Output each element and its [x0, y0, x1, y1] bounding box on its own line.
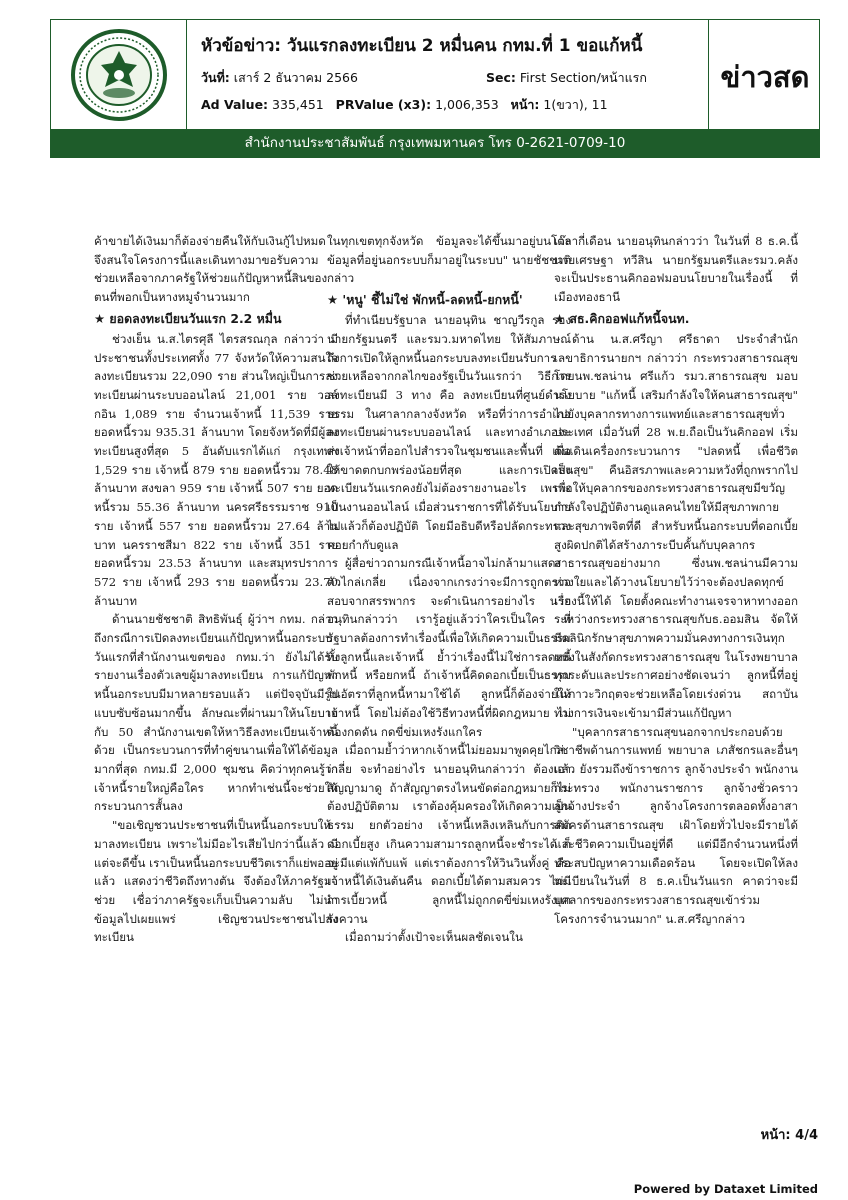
newspaper-brand: ข่าวสด: [720, 60, 810, 94]
paragraph: ค้าขายได้เงินมาก็ต้องจ่ายคืนให้กับเงินกู้ไปหมด จึงสนใจโครงการนี้และเดินทางมาขอรับความช่วยเหลือจากภาครัฐให้ช่วยแก้ปัญหาหนี้สินของตนที่พอกเป็นหางหมูจำนวนมาก: [94, 234, 328, 305]
headline: วันแรกลงทะเบียน 2 หมื่นคน กทม.ที่ 1 ขอแก้หนี้: [287, 36, 643, 56]
section-heading: ★ ยอดลงทะเบียนวันแรก 2.2 หมื่น: [94, 310, 282, 326]
article-column-3: [554, 232, 798, 928]
logo-box: [51, 20, 187, 129]
clipping-info: [187, 20, 708, 129]
pr-value: 1,006,353: [435, 97, 499, 112]
clipping-header: [50, 19, 820, 158]
section-value: First Section/หน้าแรก: [519, 70, 647, 85]
page-label: หน้า:: [510, 97, 540, 112]
date-value: เสาร์ 2 ธันวาคม 2566: [233, 70, 358, 85]
powered-by: Powered by Dataxet Limited: [633, 1182, 818, 1196]
office-banner: สำนักงานประชาสัมพันธ์ กรุงเทพมหานคร โทร 0-2621-0709-10: [51, 129, 819, 158]
paragraph: "บุคลากรสาธารณสุขนอกจากประกอบด้วยวิชาชีพด้านการแพทย์ พยาบาล เภสัชกรและอื่นๆ แล้ว ยังรวมถึงข้าราชการ ลูกจ้างประจำ พนักงานกระทรวง พนักงานราชการ ลูกจ้างชั่วคราว ลูกจ้างประจำ ลูกจ้างโครงการตลอดทั้งอาสาสมัครด้านสาธารณสุข เฝ้าโดยทั่วไปจะมีรายได้และชีวิตความเป็นอยู่ที่ดี แต่มีอีกจำนวนหนึ่งที่ประสบปัญหาความเดือดร้อน โดยจะเปิดให้ลงทะเบียนในวันที่ 8 ธ.ค.เป็นวันแรก คาดว่าจะมีบุคลากรของกระทรวงสาธารณสุขเข้าร่วมโครงการจำนวนมาก" น.ส.ศรีญากล่าว: [554, 724, 798, 926]
section-row: [486, 68, 647, 88]
paragraph: ด้านนายชัชชาติ สิทธิพันธุ์ ผู้ว่าฯ กทม. กล่าวถึงกรณีการเปิดลงทะเบียนแก้ปัญหาหนี้นอกระบบวันแรกที่สำนักงานเขตของ กทม.ว่า ยังไม่ได้รับรายงานเรื่องตัวเลขผู้มาลงทะเบียน การแก้ปัญหาหนี้นอกระบบมีมาหลายรอบแล้ว แต่ปัจจุบันมีรูปแบบซับซ้อนมากขึ้น ลักษณะที่ผ่านมาให้นโยบายกับ 50 สำนักงานเขตให้หาวิธีลงทะเบียนเจ้าหนี้ด้วย เป็นกระบวนการที่ทำคู่ขนานเพื่อให้ได้ข้อมูลมากที่สุด กทม.มี 2,000 ชุมชน คิดว่าทุกคนรู้ว่าเจ้าหนี้รายใหญ่คือใคร หากทำเช่นนี้จะช่วยให้กระบวนการสั้นลง: [94, 612, 338, 814]
page-number: หน้า: 4/4: [760, 1128, 818, 1143]
paragraph: ด้าน น.ส.ศรีญา ศรีธาดา ประจำสำนักเลขาธิการนายกฯ กล่าวว่า กระทรวงสาธารณสุขโดยนพ.ชลน่าน ศรีแก้ว รมว.สาธารณสุข มอบนโยบาย "แก้หนี้ เสริมกำลังใจให้คนสาธารณสุข" ไปยังบุคลากรทางการแพทย์และสาธารณสุขทั่วประเทศ เมื่อวันที่ 28 พ.ย.ถือเป็นวันคิกออฟ เริ่มต้นเดินเครื่องกระบวนการ "ปลดหนี้ เพื่อชีวิตเป็นสุข" คืนอิสรภาพและความหวังที่ถูกพรากไป เพื่อให้บุคลากรของกระทรวงสาธารณสุขมีขวัญกำลังใจปฏิบัติงานดูแลคนไทยให้มีสุขภาพกายและสุขภาพจิตที่ดี สำหรับหนี้นอกระบบที่ดอกเบี้ยสูงผิดปกติได้สร้างภาระบีบคั้นกับบุคลากรสาธารณสุขอย่างมาก ซึ่งนพ.ชลน่านมีความห่วงใยและได้วางนโยบายไว้ว่าจะต้องปลดทุกข์เรื่องนี้ให้ได้ โดยตั้งคณะทำงานเจรจาหาทางออกระหว่างกระทรวงสาธารณสุขกับธ.ออมสิน จัดให้มีคลินิกรักษาสุขภาพความมั่นคงทางการเงินทุกแห่งในสังกัดกระทรวงสาธารณสุข ในโรงพยาบาลทุกระดับและประกาศอย่างชัดเจนว่า ลูกหนี้ที่อยู่ในภาวะวิกฤตจะช่วยเหลือโดยเร่งด่วน สถาบันทางการเงินจะเข้ามามีส่วนแก้ปัญหา: [554, 331, 798, 720]
article-column-2: [327, 232, 571, 947]
bma-seal-logo: [63, 27, 175, 123]
section-label: Sec:: [486, 70, 516, 85]
section-heading: ★ สธ.คิกออฟแก้หนี้จนท.: [554, 310, 690, 326]
date-row: [201, 68, 358, 88]
ad-value-label: Ad Value:: [201, 97, 269, 112]
paragraph: เวลากี่เดือน นายอนุทินกล่าวว่า ในวันที่ 8 ธ.ค.นี้ นายเศรษฐา ทวีสิน นายกรัฐมนตรีและรมว.คลัง จะเป็นประธานคิกออฟมอบนโยบายในเรื่องนี้ ที่เมืองทองธานี: [554, 234, 798, 305]
value-row: [201, 95, 608, 115]
headline-row: [201, 32, 642, 59]
paragraph: ในทุกเขตทุกจังหวัด ข้อมูลจะได้ขึ้นมาอยู่บนโต๊ะ ข้อมูลที่อยู่นอกระบบก็มาอยู่ในระบบ" นายชัชชาติกล่าว: [327, 234, 571, 286]
ad-value: 335,451: [272, 97, 324, 112]
article-column-1: [94, 232, 338, 947]
brand-box: [708, 20, 821, 129]
paragraph: "ขอเชิญชวนประชาชนที่เป็นหนี้นอกระบบให้มาลงทะเบียน เพราะไม่มีอะไรเสียไปกว่านี้แล้ว มีแต่จะดีขึ้น เราเป็นหนี้นอกระบบชีวิตเราก็แย่พออยู่แล้ว แสดงว่าชีวิตถึงทางตัน จึงต้องให้ภาครัฐมาช่วย เชื่อว่าภาครัฐจะเก็บเป็นความลับ ไม่นำข้อมูลไปเผยแพร่ เชิญชวนประชาชนไปลงทะเบียน: [94, 818, 338, 945]
date-label: วันที่:: [201, 70, 230, 85]
headline-label: หัวข้อข่าว:: [201, 36, 282, 56]
paragraph: เมื่อถามว่าตั้งเป้าจะเห็นผลชัดเจนใน: [345, 930, 523, 945]
page-value: 1(ขวา), 11: [543, 97, 608, 112]
pr-value-label: PRValue (x3):: [335, 97, 432, 112]
section-heading: ★ 'หนู' ชี้ไม่ใช่ พักหนี้-ลดหนี้-ยกหนี้': [327, 292, 523, 308]
paragraph: ที่ทำเนียบรัฐบาล นายอนุทิน ชาญวีรกูล รองนายกรัฐมนตรี และรมว.มหาดไทย ให้สัมภาษณ์ถึงการเปิดให้ลูกหนี้นอกระบบลงทะเบียนรับการช่วยเหลือจากกลไกของรัฐเป็นวันแรกว่า วิธีการลงทะเบียนมี 3 ทาง คือ ลงทะเบียนที่ศูนย์ดำรงธรรม ในศาลากลางจังหวัด หรือที่ว่าการอำเภอ ลงทะเบียนผ่านระบบออนไลน์ และทางอำเภอจะส่งเจ้าหน้าที่ออกไปสำรวจในชุมชนและพื้นที่ เพื่อให้ขาดตกบกพร่องน้อยที่สุด และการเปิดลงทะเบียนวันแรกคงยังไม่ต้องรายงานอะไร เพราะเป็นงานออนไลน์ เมื่อส่วนราชการที่ได้รับนโยบายไปแล้วก็ต้องปฏิบัติ โดยมีอธิบดีหรือปลัดกระทรวงคอยกำกับดูแล: [327, 313, 571, 552]
paragraph: ช่วงเย็น น.ส.ไตรศุลี ไตรสรณกุล กล่าวว่า มีประชาชนทั้งประเทศทั้ง 77 จังหวัดให้ความสนใจลงทะเบียนรวม 22,090 ราย ส่วนใหญ่เป็นการลงทะเบียนผ่านระบบออนไลน์ 21,001 ราย วอล์กอิน 1,089 ราย จำนวนเจ้าหนี้ 11,539 ราย ยอดหนี้รวม 935.31 ล้านบาท โดยจังหวัดที่มีผู้ลงทะเบียนสูงที่สุด 5 อันดับแรกได้แก่ กรุงเทพฯ 1,529 ราย เจ้าหนี้ 879 ราย ยอดหนี้รวม 78.48 ล้านบาท สงขลา 959 ราย เจ้าหนี้ 507 ราย ยอดหนี้รวม 55.36 ล้านบาท นครศรีธรรมราช 910 ราย เจ้าหนี้ 557 ราย ยอดหนี้รวม 27.64 ล้านบาท นครราชสีมา 822 ราย เจ้าหนี้ 351 ราย ยอดหนี้รวม 23.53 ล้านบาท และสมุทรปราการ 572 ราย เจ้าหนี้ 293 ราย ยอดหนี้รวม 23.70 ล้านบาท: [94, 331, 338, 608]
paragraph: เมื่อถามย้ำว่าหากเจ้าหนี้ไม่ยอมมาพูดคุยไกล่เกลี่ย จะทำอย่างไร นายอนุทินกล่าวว่า ต้องเอาสัญญามาดู ถ้าสัญญาตรงไหนขัดต่อกฎหมายก็ไม่ต้องปฏิบัติตาม เราต้องคุ้มครองให้เกิดความเป็นธรรม ยกตัวอย่าง เจ้าหนี้เหลิงเหลินกับการคิดดอกเบี้ยสูง เกินความสามารถลูกหนี้จะชำระได้ ก็จะมีแต่แพ้กับแพ้ แต่เราต้องการให้วินวินทั้งคู่ คือเจ้าหนี้ได้เงินต้นคืน ดอกเบี้ยได้ตามสมควร ไม่มีการเบี้ยวหนี้ ลูกหนี้ไม่ถูกกดขี่ข่มเหงรังแก รังควาน: [327, 743, 571, 926]
paragraph: ผู้สื่อข่าวถามกรณีเจ้าหนี้อาจไม่กล้ามาแสดงตัวไกล่เกลี่ย เนื่องจากเกรงว่าจะมีการถูกตรวจสอบจากสรรพากร จะดำเนินการอย่างไร นายอนุทินกล่าวว่า เรารู้อยู่แล้วว่าใครเป็นใคร ที่รัฐบาลต้องการทำเรื่องนี้เพื่อให้เกิดความเป็นธรรมทั้งลูกหนี้และเจ้าหนี้ ย้ำว่าเรื่องนี้ไม่ใช่การลดหนี้ พักหนี้ หรือยกหนี้ ถ้าเจ้าหนี้คิดดอกเบี้ยเป็นธรรมในอัตราที่ลูกหนี้หามาใช้ได้ ลูกหนี้ก็ต้องจ่ายให้เจ้าหนี้ โดยไม่ต้องใช้วิธีทวงหนี้ที่ผิดกฎหมาย ไม่ต้องกดดัน กดขี่ข่มเหงรังแกใคร: [327, 556, 571, 739]
